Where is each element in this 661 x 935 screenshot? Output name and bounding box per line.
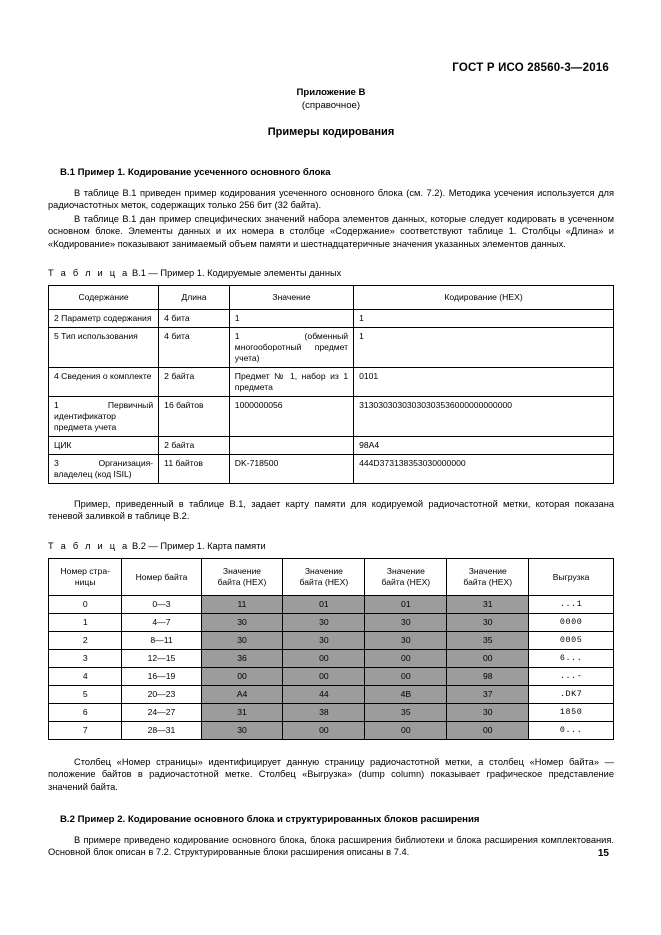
table-row [49,595,614,613]
cell-content [49,455,159,484]
cell-length: 4 бита [159,328,230,368]
table-b1-col-content: Содержание [49,286,159,310]
cell-bytes: 8—11 [122,631,201,649]
table-b1-col-length: Длина [159,286,230,310]
paragraph-after-table: Столбец «Номер страницы» идентифицирует данную страницу радиочастотной метки, а столбец «Номер байта» — положение байтов в радиочастотной метке. Столбец «Выгрузка» (dump column) показывает графическое представление значений байта. [48,756,614,792]
table-b2-caption-prefix: Т а б л и ц а [48,540,130,551]
cell-content [49,397,159,437]
cell-encoding: 1 [354,328,614,368]
row-number: 3 [54,458,59,469]
cell-content [49,437,159,455]
table-b2-col-value-1 [283,558,365,595]
table-b2-col-value-3 [447,558,529,595]
cell-encoding: 31303030303030303536000000000000 [354,397,614,437]
cell-byte-1: 00 [283,721,365,739]
table-b2-col-byte [122,558,201,595]
cell-encoding: 444D373138353030000000 [354,455,614,484]
annex-type: (справочное) [301,100,361,111]
cell-byte-0: 11 [201,595,283,613]
table-b1-col-value: Значение [229,286,353,310]
col-dump-line1: Выгрузка [552,571,590,582]
cell-byte-0: 30 [201,721,283,739]
col-value0-line2: байта (HEX) [217,576,267,587]
table-row [49,437,614,455]
cell-page: 7 [49,721,122,739]
cell-dump: 1850 [529,703,614,721]
cell-bytes: 12—15 [122,649,201,667]
col-value0-line1: Значение [222,566,262,577]
col-byte-line1: Номер байта [135,571,188,582]
page-content [48,86,614,859]
cell-byte-2: 4B [365,685,447,703]
cell-page: 0 [49,595,122,613]
table-b2-col-page [49,558,122,595]
table-row [49,310,614,328]
col-page-line2: ницы [74,576,96,587]
paragraph-between-tables: Пример, приведенный в таблице В.1, задает карту памяти для кодируемой радиочастотной метки, которая показана теневой заливкой в таблице В.2. [48,499,614,522]
table-b1-caption [48,267,614,279]
cell-length: 16 байтов [159,397,230,437]
cell-bytes: 4—7 [122,613,201,631]
cell-byte-2: 30 [365,631,447,649]
table-row [49,631,614,649]
row-content: Организация-владелец (код ISIL) [54,458,154,480]
cell-byte-2: 30 [365,613,447,631]
cell-dump: 0... [529,721,614,739]
cell-value: 1 (обменный многооборотный предмет учета) [229,328,353,368]
table-b2-col-dump [529,558,614,595]
cell-byte-2: 00 [365,649,447,667]
row-content: Тип использования [61,331,138,342]
cell-byte-0: 00 [201,667,283,685]
cell-page: 2 [49,631,122,649]
cell-content [49,328,159,368]
section-heading-b2: В.2 Пример 2. Кодирование основного блока и структурированных блоков расширения [60,814,480,826]
cell-byte-3: 31 [447,595,529,613]
cell-encoding: 98A4 [354,437,614,455]
col-value3-line2: байта (HEX) [463,576,513,587]
cell-content [49,310,159,328]
cell-byte-1: 01 [283,595,365,613]
col-value2-line2: байта (HEX) [381,576,431,587]
cell-value: 1 [229,310,353,328]
annex-label: Приложение В [296,87,366,98]
table-row [49,667,614,685]
table-row [49,455,614,484]
table-row [49,397,614,437]
cell-dump: ...1 [529,595,614,613]
col-value3-line1: Значение [468,566,507,577]
row-content: Первичный идентификатор предмета учета [54,400,154,433]
cell-value [229,437,353,455]
cell-page: 3 [49,649,122,667]
cell-bytes: 0—3 [122,595,201,613]
cell-dump: 0000 [529,613,614,631]
cell-length: 2 байта [159,437,230,455]
cell-page: 5 [49,685,122,703]
cell-value: DK-718500 [229,455,353,484]
standard-number: ГОСТ Р ИСО 28560-3—2016 [452,62,609,74]
cell-byte-1: 44 [283,685,365,703]
row-number: 1 [54,400,59,411]
table-row [49,328,614,368]
cell-page: 6 [49,703,122,721]
col-value2-line1: Значение [386,566,425,577]
cell-byte-0: A4 [201,685,283,703]
table-b2-caption [48,540,614,552]
row-number: 5 [54,331,59,342]
col-value1-line1: Значение [304,566,343,577]
row-number: 4 [54,371,59,382]
cell-byte-3: 30 [447,703,529,721]
table-b2 [48,558,614,740]
table-row [49,703,614,721]
cell-byte-3: 00 [447,721,529,739]
cell-byte-0: 31 [201,703,283,721]
cell-byte-2: 00 [365,667,447,685]
table-row [49,685,614,703]
table-row [49,368,614,397]
col-page-line1: Номер стра- [60,566,110,577]
cell-byte-1: 30 [283,613,365,631]
table-b2-caption-number: В.2 [131,540,146,551]
row-content: Параметр содержания [61,313,152,324]
cell-byte-1: 00 [283,649,365,667]
table-b1-header-row [49,286,614,310]
table-row [49,649,614,667]
cell-value: 1000000056 [229,397,353,437]
cell-length: 11 байтов [159,455,230,484]
table-row [49,721,614,739]
col-value1-line2: байта (HEX) [299,576,349,587]
table-b1 [48,285,614,484]
cell-encoding: 1 [354,310,614,328]
cell-content [49,368,159,397]
cell-page: 1 [49,613,122,631]
table-b2-col-value-2 [365,558,447,595]
table-b1-caption-number: В.1 [131,268,146,279]
paragraph-b1-2: В таблице В.1 дан пример специфических значений набора элементов данных, которые следует кодировать в усеченном основном блоке. Элементы данных и их номера в столбце «Содержание» соответствуют таблице 1. Столбцы «Длина» и «Кодирование» показывают занимаемый объем памяти и шестнадцатеричные значения указанных элементов данных. [48,213,614,249]
cell-encoding: 0101 [354,368,614,397]
cell-page: 4 [49,667,122,685]
cell-value: Предмет № 1, набор из 1 предмета [229,368,353,397]
cell-byte-3: 30 [447,613,529,631]
row-number: 2 [54,313,59,324]
cell-byte-2: 35 [365,703,447,721]
row-content: Сведения о комплекте [61,371,152,382]
cell-bytes: 24—27 [122,703,201,721]
cell-length: 2 байта [159,368,230,397]
cell-byte-1: 30 [283,631,365,649]
annex-title: Примеры кодирования [267,126,395,138]
table-b2-col-value-0 [201,558,283,595]
page-number: 15 [597,848,609,859]
cell-byte-0: 30 [201,631,283,649]
cell-bytes: 20—23 [122,685,201,703]
table-b2-caption-text: — Пример 1. Карта памяти [148,540,266,551]
table-row [49,613,614,631]
paragraph-b2-1: В примере приведено кодирование основного блока, блока расширения библиотеки и блока расширения комплектования. Основной блок описан в 7.2. Структурированные блоки расширения описаны в 7.4. [48,835,614,858]
table-b1-caption-prefix: Т а б л и ц а [48,268,130,279]
cell-dump: ...- [529,667,614,685]
cell-byte-3: 98 [447,667,529,685]
cell-byte-3: 37 [447,685,529,703]
cell-byte-2: 00 [365,721,447,739]
page-header [0,62,661,74]
cell-bytes: 28—31 [122,721,201,739]
cell-byte-0: 36 [201,649,283,667]
section-heading-b1: В.1 Пример 1. Кодирование усеченного основного блока [60,167,331,178]
cell-bytes: 16—19 [122,667,201,685]
cell-dump: .DK7 [529,685,614,703]
table-b2-header-row [49,558,614,595]
cell-byte-3: 00 [447,649,529,667]
table-b1-caption-text: — Пример 1. Кодируемые элементы данных [148,268,342,279]
paragraph-b1-1: В таблице В.1 приведен пример кодирования усеченного основного блока (см. 7.2). Методика усечения используется для радиочастотных меток, содержащих только 256 бит (32 байта). [48,188,614,211]
table-b1-col-encoding: Кодирование (HEX) [354,286,614,310]
cell-length: 4 бита [159,310,230,328]
cell-byte-1: 00 [283,667,365,685]
row-content: ЦИК [54,440,72,451]
cell-byte-0: 30 [201,613,283,631]
cell-dump: 6... [529,649,614,667]
cell-dump: 0005 [529,631,614,649]
cell-byte-3: 35 [447,631,529,649]
cell-byte-2: 01 [365,595,447,613]
cell-byte-1: 38 [283,703,365,721]
